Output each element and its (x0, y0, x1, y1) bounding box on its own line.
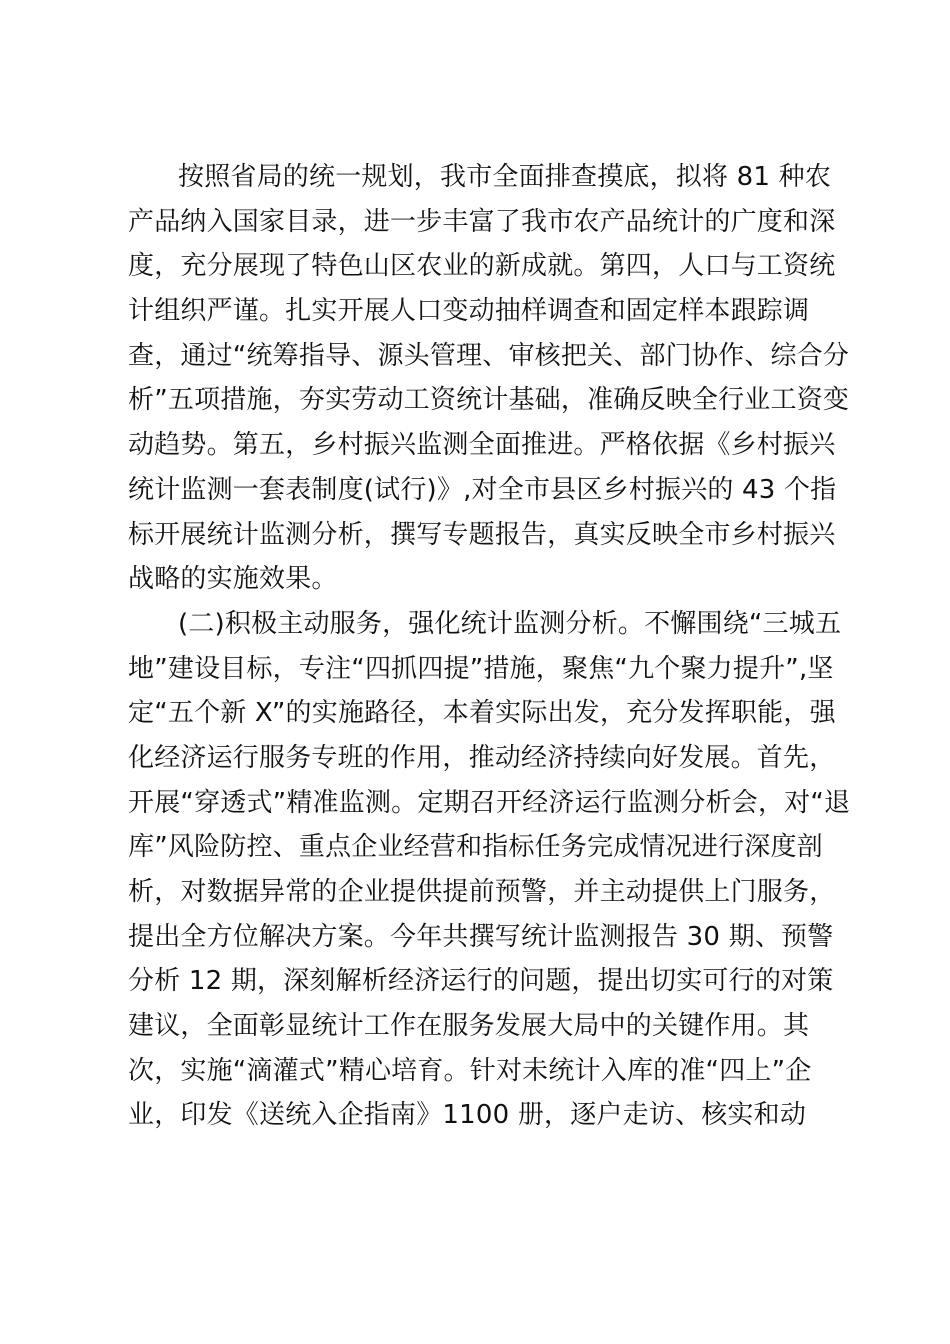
text-line: 地”建设目标，专注“四抓四提”措施，聚焦“九个聚力提升”,坚 (128, 653, 834, 684)
text-line: 次，实施“滴灌式”精心培育。针对未统计入库的准“四上”企 (128, 1055, 812, 1086)
text-line: 产品纳入国家目录，进一步丰富了我市农产品统计的广度和深 (128, 206, 836, 237)
text-line: 建议，全面彰显统计工作在服务发展大局中的关键作用。其 (128, 1011, 810, 1042)
text-line: 统计监测一套表制度(试行)》,对全市县区乡村振兴的 43 个指 (128, 474, 837, 505)
text-line: 战略的实施效果。 (128, 564, 338, 595)
text-line: 开展“穿透式”精准监测。定期召开经济运行监测分析会，对“退 (128, 787, 851, 818)
paragraph-first-line: (二)积极主动服务，强化统计监测分析。不懈围绕“三城五 (178, 608, 842, 639)
text-line: 析”五项措施，夯实劳动工资统计基础，准确反映全行业工资变 (128, 385, 850, 416)
text-line: 业，印发《送统入企指南》1100 册，逐户走访、核实和动 (128, 1100, 807, 1131)
paragraph-first-line: 按照省局的统一规划，我市全面排查摸底，拟将 81 种农 (178, 162, 832, 192)
text-line: 度，充分展现了特色山区农业的新成就。第四，人口与工资统 (128, 251, 836, 282)
text-line: 计组织严谨。扎实开展人口变动抽样调查和固定样本跟踪调 (128, 296, 810, 327)
text-line: 定“五个新 X”的实施路径，本着实际出发，充分发挥职能，强 (128, 698, 836, 729)
text-line: 化经济运行服务专班的作用，推动经济持续向好发展。首先， (128, 742, 836, 773)
body-text (128, 155, 851, 1138)
text-line: 析，对数据异常的企业提供提前预警，并主动提供上门服务， (128, 877, 836, 907)
text-line: 查，通过“统筹指导、源头管理、审核把关、部门协作、综合分 (128, 340, 850, 371)
text-line: 分析 12 期，深刻解析经济运行的问题，提出切实可行的对策 (128, 966, 834, 997)
text-line: 动趋势。第五，乡村振兴监测全面推进。严格依据《乡村振兴 (128, 430, 836, 461)
text-line: 标开展统计监测分析，撰写专题报告，真实反映全市乡村振兴 (128, 519, 836, 550)
text-line: 库”风险防控、重点企业经营和指标任务完成情况进行深度剖 (128, 832, 823, 863)
text-line: 提出全方位解决方案。今年共撰写统计监测报告 30 期、预警 (128, 921, 834, 952)
